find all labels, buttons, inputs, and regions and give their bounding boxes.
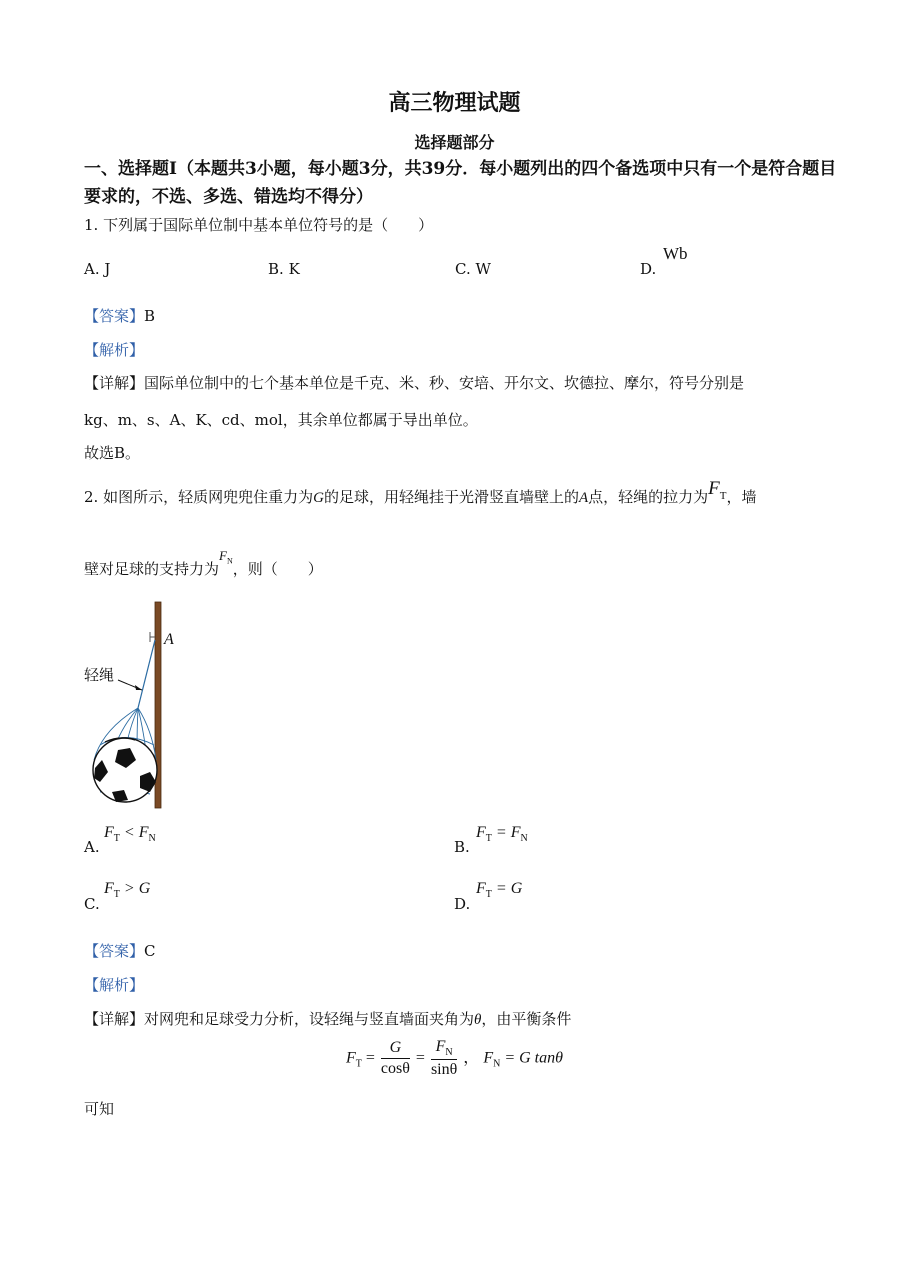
option-letter: A. [84, 260, 100, 278]
rope-line [138, 640, 155, 708]
q2-stem-line1 [84, 478, 757, 510]
answer-label: 【答案】 [84, 942, 145, 960]
wall-ball-figure [80, 600, 200, 815]
answer-label: 【答案】 [84, 307, 145, 325]
fraction-fn-sin: $\frac{F_N}{\sin\theta}$ [430, 1038, 458, 1079]
q2-option-c-letter: C. [84, 895, 100, 913]
q1-option-d-letter: D. [640, 260, 657, 278]
q2-option-d-expr: $F_T = G$ [476, 880, 523, 901]
detail-text: ，由平衡条件 [481, 1010, 572, 1028]
section-heading: 一、选择题Ⅰ（本题共3小题，每小题3分，共39分．每小题列出的四个备选项中只有一个是符合题目要求的，不选、多选、错选均不得分） [84, 159, 837, 207]
page-title: 高三物理试题 [388, 90, 521, 116]
fraction-g-cos: $\frac{G}{\cos\theta}$ [380, 1039, 410, 1078]
q2-answer [84, 940, 156, 961]
q2-detail [84, 1008, 571, 1029]
symbol-theta: θ [474, 1012, 482, 1028]
answer-value: C [144, 942, 156, 960]
q1-answer [84, 305, 155, 326]
q1-conclusion: 故选B。 [84, 444, 141, 462]
equilibrium-formula: $F_T$ = $\frac{G}{\cos\theta}$ = $\frac{F_N}{\sin\theta}$ ， $F_N = G$ tanθ [346, 1038, 563, 1079]
stem-text: 2. 如图所示，轻质网兜兜住重力为 [84, 488, 314, 506]
stem-text: 点，轻绳的拉力为 [588, 488, 709, 506]
q1-option-d-text: Wb [663, 244, 688, 263]
q2-analysis-label: 【解析】 [84, 976, 145, 994]
q2-option-d-letter: D. [454, 895, 471, 913]
q1-option-b [268, 260, 300, 278]
q2-option-b-letter: B. [454, 838, 470, 856]
option-text: J [104, 260, 111, 278]
rope-label: 轻绳 [84, 666, 115, 684]
q2-option-a-letter: A. [84, 838, 100, 856]
stem-text: 的足球，用轻绳挂于光滑竖直墙壁上的 [323, 488, 579, 506]
q1-detail-line1 [84, 372, 744, 393]
symbol-a: A [578, 490, 589, 506]
symbol-fn: $F_N$ [219, 548, 233, 566]
q2-stem-line2 [84, 548, 323, 580]
stem-text: ，则（ ） [232, 560, 323, 578]
q1-stem: 1. 下列属于国际单位制中基本单位符号的是（ ） [84, 216, 434, 234]
answer-value: B [144, 307, 156, 325]
hook-icon [150, 632, 155, 642]
arrow-head-icon [135, 685, 142, 690]
option-text: K [288, 260, 300, 278]
q1-detail-line2: kg、m、s、A、K、cd、mol，其余单位都属于导出单位。 [84, 411, 478, 429]
symbol-g: G [313, 490, 324, 506]
detail-text: 对网兜和足球受力分析，设轻绳与竖直墙面夹角为 [144, 1010, 475, 1028]
option-letter: B. [268, 260, 284, 278]
q2-tail-text: 可知 [84, 1100, 115, 1118]
q1-option-c [455, 260, 491, 278]
q2-option-b-expr: $F_T = F_N$ [476, 824, 528, 845]
option-text: W [475, 260, 491, 278]
stem-text: ，墙 [726, 488, 757, 506]
symbol-ft: $F_T$ [708, 478, 727, 502]
detail-label: 【详解】 [84, 1010, 145, 1028]
q1-option-a [84, 260, 110, 278]
q1-analysis-label: 【解析】 [84, 341, 145, 359]
detail-text: 国际单位制中的七个基本单位是千克、米、秒、安培、开尔文、坎德拉、摩尔，符号分别是 [144, 374, 745, 392]
stem-text: 壁对足球的支持力为 [84, 560, 220, 578]
detail-label: 【详解】 [84, 374, 145, 392]
point-a-label: A [164, 631, 174, 648]
q2-option-c-expr: $F_T > G$ [104, 880, 151, 901]
section-subtitle: 选择题部分 [414, 133, 495, 152]
option-letter: C. [455, 260, 471, 278]
q2-option-a-expr: $F_T < F_N$ [104, 824, 156, 845]
